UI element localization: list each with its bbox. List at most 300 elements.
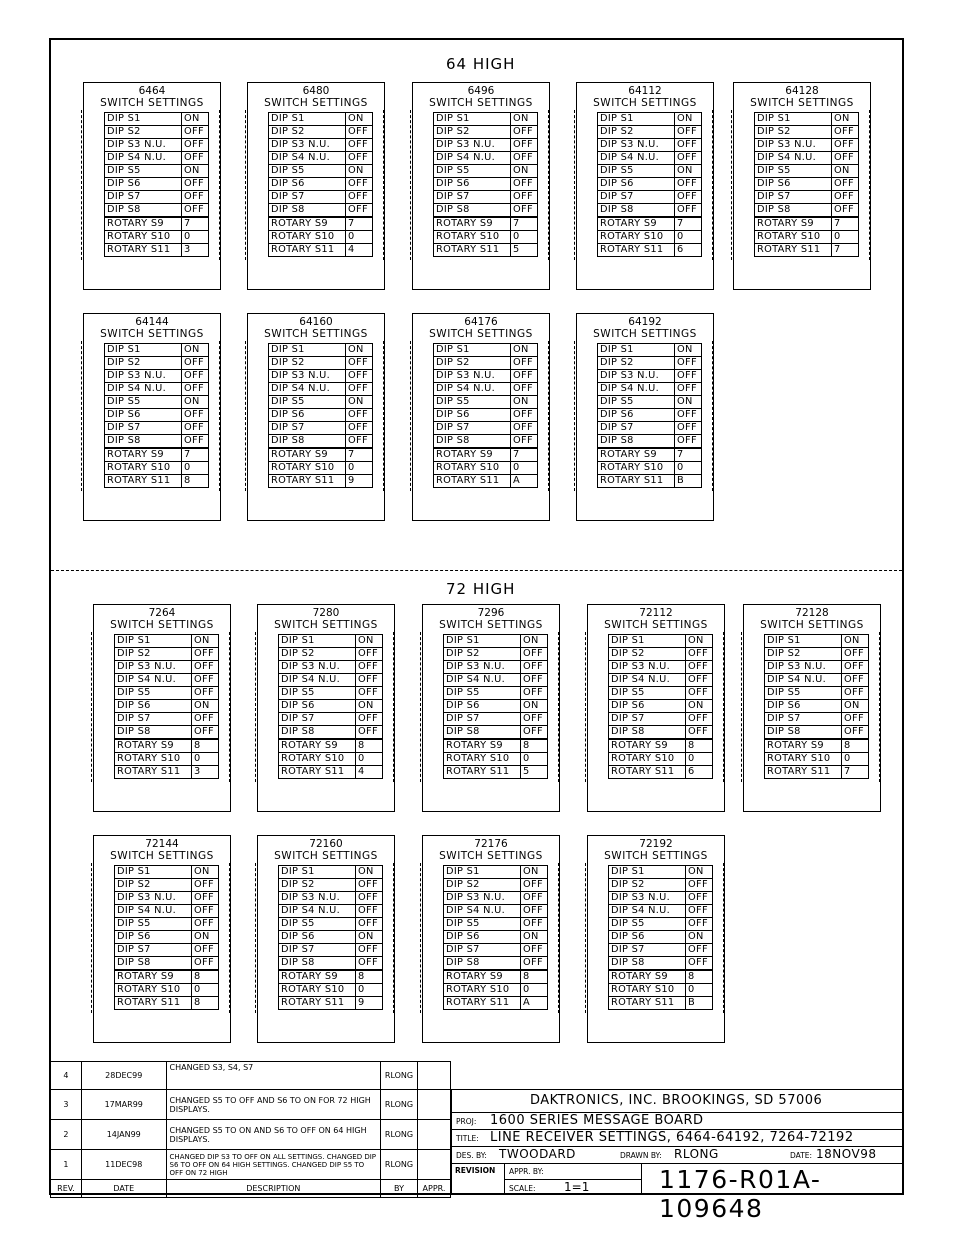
switch-label: DIP S3 N.U. xyxy=(598,139,675,152)
switch-label: DIP S3 N.U. xyxy=(444,661,521,674)
switch-label: DIP S6 xyxy=(434,178,511,191)
card-model: 72112 xyxy=(639,607,673,619)
switch-value: OFF xyxy=(182,204,209,218)
switch-row-s8 xyxy=(444,957,548,971)
switch-label: DIP S4 N.U. xyxy=(598,383,675,396)
switch-value: OFF xyxy=(686,944,713,957)
switch-value: 8 xyxy=(842,739,869,753)
switch-row-s5 xyxy=(279,687,383,700)
card-subtitle: SWITCH SETTINGS xyxy=(593,97,697,109)
switch-row-s6 xyxy=(609,700,713,713)
switch-row-s3 xyxy=(444,661,548,674)
switch-value: 0 xyxy=(511,231,538,244)
switch-label: DIP S4 N.U. xyxy=(269,383,346,396)
switch-value: OFF xyxy=(686,726,713,740)
switch-label: DIP S5 xyxy=(279,687,356,700)
switch-label: DIP S5 xyxy=(105,396,182,409)
switch-label: DIP S7 xyxy=(598,191,675,204)
switch-label: DIP S1 xyxy=(115,866,192,879)
switch-row-s6 xyxy=(434,409,538,422)
switch-label: DIP S2 xyxy=(609,879,686,892)
switch-card-7296 xyxy=(422,604,560,812)
switch-value: OFF xyxy=(675,383,702,396)
switch-label: DIP S4 N.U. xyxy=(609,674,686,687)
switch-label: DIP S1 xyxy=(444,635,521,648)
switch-value: 8 xyxy=(686,970,713,984)
revision-row-3: 3 17MAR99 CHANGED S5 TO OFF AND S6 TO ON FOR 72 HIGH DISPLAYS. RLONG xyxy=(51,1090,451,1120)
switch-label: DIP S4 N.U. xyxy=(279,674,356,687)
switch-row-s8 xyxy=(434,435,538,449)
switch-row-s3 xyxy=(105,139,209,152)
switch-row-s1 xyxy=(765,635,869,648)
switch-row-s1 xyxy=(269,344,373,357)
switch-value: OFF xyxy=(346,383,373,396)
switch-row-s3 xyxy=(434,139,538,152)
switch-label: ROTARY S9 xyxy=(269,217,346,231)
switch-value: ON xyxy=(521,931,548,944)
switch-label: DIP S8 xyxy=(279,957,356,971)
switch-label: DIP S7 xyxy=(434,191,511,204)
switch-value: ON xyxy=(842,635,869,648)
switch-label: ROTARY S10 xyxy=(434,462,511,475)
switch-row-s1 xyxy=(115,866,219,879)
switch-label: DIP S3 N.U. xyxy=(765,661,842,674)
switch-row-s9 xyxy=(269,217,373,231)
switch-row-s8 xyxy=(115,957,219,971)
switch-row-s10 xyxy=(444,753,548,766)
switch-label: ROTARY S10 xyxy=(279,753,356,766)
switch-label: DIP S1 xyxy=(609,866,686,879)
switch-label: DIP S2 xyxy=(105,357,182,370)
switch-row-s6 xyxy=(598,178,702,191)
switch-row-s2 xyxy=(434,126,538,139)
switch-value: ON xyxy=(346,165,373,178)
revision-row-4: 4 28DEC99 CHANGED S3, S4, S7 RLONG xyxy=(51,1062,451,1090)
switch-value: ON xyxy=(356,866,383,879)
switch-label: ROTARY S11 xyxy=(765,766,842,779)
switch-label: ROTARY S11 xyxy=(279,766,356,779)
switch-row-s6 xyxy=(765,700,869,713)
switch-row-s5 xyxy=(755,165,859,178)
switch-label: DIP S5 xyxy=(279,918,356,931)
switch-label: DIP S5 xyxy=(444,687,521,700)
switch-label: DIP S8 xyxy=(598,204,675,218)
switch-row-s4 xyxy=(115,674,219,687)
switch-row-s2 xyxy=(115,648,219,661)
switch-row-s10 xyxy=(434,231,538,244)
switch-row-s4 xyxy=(598,383,702,396)
switch-label: ROTARY S11 xyxy=(598,244,675,257)
switch-label: ROTARY S11 xyxy=(609,997,686,1010)
switch-value: OFF xyxy=(182,383,209,396)
switch-value: 7 xyxy=(675,217,702,231)
switch-value: 6 xyxy=(686,766,713,779)
dashed-guide xyxy=(393,632,394,782)
switch-label: DIP S6 xyxy=(444,700,521,713)
switch-row-s4 xyxy=(434,152,538,165)
switch-value: OFF xyxy=(521,674,548,687)
switch-value: ON xyxy=(832,165,859,178)
switch-row-s4 xyxy=(279,674,383,687)
switch-label: DIP S2 xyxy=(434,357,511,370)
switch-row-s8 xyxy=(755,204,859,218)
switch-label: DIP S8 xyxy=(444,726,521,740)
dashed-guide xyxy=(558,863,559,1013)
switch-row-s8 xyxy=(609,957,713,971)
switch-value: OFF xyxy=(192,674,219,687)
switch-value: OFF xyxy=(842,661,869,674)
switch-value: OFF xyxy=(675,139,702,152)
switch-row-s7 xyxy=(269,191,373,204)
switch-value: 9 xyxy=(356,997,383,1010)
switch-value: ON xyxy=(511,113,538,126)
switch-row-s6 xyxy=(444,700,548,713)
switch-row-s4 xyxy=(755,152,859,165)
switch-value: OFF xyxy=(832,152,859,165)
dashed-guide xyxy=(741,632,742,782)
switch-label: DIP S1 xyxy=(269,344,346,357)
switch-row-s2 xyxy=(105,357,209,370)
switch-value: ON xyxy=(346,396,373,409)
switch-value: ON xyxy=(511,344,538,357)
switch-label: DIP S3 N.U. xyxy=(105,370,182,383)
switch-label: DIP S8 xyxy=(105,204,182,218)
switch-value: OFF xyxy=(356,648,383,661)
switch-label: ROTARY S10 xyxy=(269,462,346,475)
switch-value: OFF xyxy=(192,713,219,726)
switch-value: ON xyxy=(675,165,702,178)
switch-value: OFF xyxy=(346,370,373,383)
switch-value: 8 xyxy=(521,739,548,753)
switch-value: OFF xyxy=(832,126,859,139)
card-model: 64112 xyxy=(628,85,662,97)
switch-card-6480 xyxy=(247,82,385,290)
switch-row-s4 xyxy=(105,383,209,396)
switch-label: DIP S6 xyxy=(115,931,192,944)
switch-label: DIP S8 xyxy=(598,435,675,449)
switch-row-s11 xyxy=(434,244,538,257)
switch-value: OFF xyxy=(675,422,702,435)
switch-row-s10 xyxy=(279,753,383,766)
dashed-guide xyxy=(245,110,246,260)
switch-table xyxy=(268,112,373,257)
switch-value: OFF xyxy=(521,879,548,892)
switch-value: OFF xyxy=(511,435,538,449)
switch-label: ROTARY S10 xyxy=(755,231,832,244)
switch-label: DIP S5 xyxy=(609,918,686,931)
switch-value: 8 xyxy=(182,475,209,488)
switch-label: DIP S8 xyxy=(269,435,346,449)
switch-row-s7 xyxy=(444,944,548,957)
switch-label: DIP S4 N.U. xyxy=(105,383,182,396)
switch-label: DIP S7 xyxy=(279,944,356,957)
switch-row-s5 xyxy=(434,165,538,178)
switch-label: ROTARY S10 xyxy=(765,753,842,766)
switch-value: OFF xyxy=(686,674,713,687)
switch-row-s9 xyxy=(609,739,713,753)
switch-row-s6 xyxy=(279,700,383,713)
switch-label: ROTARY S9 xyxy=(598,448,675,462)
switch-value: OFF xyxy=(842,713,869,726)
switch-value: 6 xyxy=(675,244,702,257)
switch-label: ROTARY S11 xyxy=(115,766,192,779)
switch-row-s6 xyxy=(115,931,219,944)
switch-label: DIP S7 xyxy=(765,713,842,726)
switch-row-s9 xyxy=(598,448,702,462)
switch-card-72192 xyxy=(587,835,725,1043)
switch-value: OFF xyxy=(521,726,548,740)
switch-value: OFF xyxy=(356,674,383,687)
switch-value: OFF xyxy=(192,957,219,971)
switch-value: OFF xyxy=(832,191,859,204)
switch-row-s1 xyxy=(444,635,548,648)
switch-row-s3 xyxy=(598,370,702,383)
switch-value: 0 xyxy=(842,753,869,766)
revision-header-row: REV. DATE DESCRIPTION BY APPR. xyxy=(51,1180,451,1198)
switch-value: 8 xyxy=(521,970,548,984)
switch-label: DIP S6 xyxy=(279,931,356,944)
card-model: 6480 xyxy=(302,85,330,97)
switch-value: A xyxy=(511,475,538,488)
switch-row-s1 xyxy=(598,344,702,357)
switch-card-72144 xyxy=(93,835,231,1043)
switch-value: OFF xyxy=(521,648,548,661)
switch-value: OFF xyxy=(182,357,209,370)
switch-row-s9 xyxy=(269,448,373,462)
dashed-guide xyxy=(420,632,421,782)
dashed-guide xyxy=(558,632,559,782)
switch-label: DIP S6 xyxy=(444,931,521,944)
switch-value: OFF xyxy=(356,944,383,957)
switch-value: ON xyxy=(192,931,219,944)
card-model: 72192 xyxy=(639,838,673,850)
switch-value: OFF xyxy=(346,191,373,204)
card-subtitle: SWITCH SETTINGS xyxy=(274,619,378,631)
switch-label: ROTARY S11 xyxy=(269,244,346,257)
switch-value: OFF xyxy=(521,661,548,674)
switch-row-s3 xyxy=(609,892,713,905)
switch-value: OFF xyxy=(511,139,538,152)
switch-row-s2 xyxy=(279,879,383,892)
switch-label: ROTARY S11 xyxy=(434,475,511,488)
switch-row-s3 xyxy=(279,892,383,905)
switch-value: 8 xyxy=(686,739,713,753)
company-name: DAKTRONICS, INC. BROOKINGS, SD 57006 xyxy=(530,1093,823,1108)
switch-value: OFF xyxy=(521,944,548,957)
switch-value: 0 xyxy=(686,753,713,766)
switch-label: ROTARY S9 xyxy=(444,970,521,984)
switch-label: DIP S2 xyxy=(269,357,346,370)
switch-value: OFF xyxy=(356,879,383,892)
switch-label: DIP S1 xyxy=(269,113,346,126)
switch-label: ROTARY S10 xyxy=(609,984,686,997)
card-model: 7264 xyxy=(148,607,176,619)
switch-row-s9 xyxy=(115,970,219,984)
switch-row-s10 xyxy=(269,462,373,475)
switch-value: 0 xyxy=(182,231,209,244)
dashed-guide xyxy=(91,632,92,782)
dashed-guide xyxy=(219,341,220,491)
switch-value: 0 xyxy=(675,231,702,244)
dashed-guide xyxy=(410,110,411,260)
switch-label: DIP S1 xyxy=(279,866,356,879)
switch-value: B xyxy=(686,997,713,1010)
switch-label: DIP S5 xyxy=(598,165,675,178)
switch-row-s2 xyxy=(609,879,713,892)
switch-value: ON xyxy=(356,700,383,713)
switch-label: DIP S1 xyxy=(105,113,182,126)
card-model: 6496 xyxy=(467,85,495,97)
switch-row-s3 xyxy=(765,661,869,674)
switch-label: ROTARY S9 xyxy=(279,970,356,984)
switch-value: OFF xyxy=(356,892,383,905)
switch-value: 3 xyxy=(192,766,219,779)
switch-label: DIP S1 xyxy=(279,635,356,648)
switch-row-s10 xyxy=(609,753,713,766)
switch-value: 3 xyxy=(182,244,209,257)
switch-row-s7 xyxy=(598,422,702,435)
switch-value: OFF xyxy=(356,905,383,918)
designer: TWOODARD xyxy=(499,1147,576,1161)
switch-label: DIP S8 xyxy=(105,435,182,449)
dashed-guide xyxy=(712,341,713,491)
switch-table xyxy=(597,112,702,257)
switch-value: OFF xyxy=(675,191,702,204)
switch-row-s3 xyxy=(609,661,713,674)
switch-table xyxy=(443,865,548,1010)
switch-label: DIP S8 xyxy=(434,435,511,449)
switch-value: A xyxy=(521,997,548,1010)
switch-value: 7 xyxy=(842,766,869,779)
switch-row-s4 xyxy=(115,905,219,918)
project-name: 1600 SERIES MESSAGE BOARD xyxy=(490,1113,704,1128)
switch-label: ROTARY S10 xyxy=(598,231,675,244)
card-model: 64192 xyxy=(628,316,662,328)
switch-row-s8 xyxy=(105,435,209,449)
switch-row-s3 xyxy=(115,892,219,905)
switch-label: DIP S3 N.U. xyxy=(609,661,686,674)
dashed-guide xyxy=(585,863,586,1013)
card-model: 64144 xyxy=(135,316,169,328)
switch-label: DIP S7 xyxy=(279,713,356,726)
switch-table xyxy=(764,634,869,779)
switch-row-s11 xyxy=(105,475,209,488)
switch-value: OFF xyxy=(686,687,713,700)
switch-value: OFF xyxy=(842,648,869,661)
switch-label: DIP S3 N.U. xyxy=(444,892,521,905)
switch-value: OFF xyxy=(521,687,548,700)
switch-label: DIP S7 xyxy=(598,422,675,435)
switch-value: ON xyxy=(675,113,702,126)
switch-label: DIP S5 xyxy=(609,687,686,700)
switch-label: DIP S8 xyxy=(279,726,356,740)
switch-value: OFF xyxy=(182,178,209,191)
switch-label: DIP S4 N.U. xyxy=(609,905,686,918)
drawing-date: 18NOV98 xyxy=(816,1147,877,1161)
switch-row-s9 xyxy=(105,448,209,462)
switch-label: ROTARY S9 xyxy=(765,739,842,753)
switch-value: 0 xyxy=(521,753,548,766)
switch-value: OFF xyxy=(686,879,713,892)
drawing-number: 1176-R01A-109648 xyxy=(659,1165,822,1223)
switch-row-s5 xyxy=(115,687,219,700)
switch-value: ON xyxy=(192,635,219,648)
switch-row-s6 xyxy=(434,178,538,191)
switch-label: DIP S2 xyxy=(434,126,511,139)
switch-value: ON xyxy=(511,396,538,409)
switch-label: ROTARY S11 xyxy=(609,766,686,779)
switch-row-s9 xyxy=(444,739,548,753)
switch-row-s11 xyxy=(115,997,219,1010)
switch-row-s4 xyxy=(279,905,383,918)
switch-value: OFF xyxy=(675,178,702,191)
switch-label: ROTARY S9 xyxy=(105,448,182,462)
title-block xyxy=(451,1089,904,1223)
switch-value: ON xyxy=(842,700,869,713)
switch-label: ROTARY S9 xyxy=(115,739,192,753)
switch-label: DIP S4 N.U. xyxy=(434,383,511,396)
dashed-guide xyxy=(548,341,549,491)
switch-value: 8 xyxy=(192,970,219,984)
switch-value: B xyxy=(675,475,702,488)
switch-row-s11 xyxy=(279,997,383,1010)
switch-value: OFF xyxy=(182,191,209,204)
switch-label: DIP S3 N.U. xyxy=(434,370,511,383)
switch-label: DIP S7 xyxy=(444,713,521,726)
switch-value: OFF xyxy=(356,726,383,740)
switch-value: OFF xyxy=(356,957,383,971)
switch-row-s1 xyxy=(609,635,713,648)
card-subtitle: SWITCH SETTINGS xyxy=(429,328,533,340)
switch-value: 8 xyxy=(356,739,383,753)
switch-value: OFF xyxy=(521,918,548,931)
switch-row-s10 xyxy=(105,231,209,244)
switch-row-s5 xyxy=(269,396,373,409)
switch-value: 0 xyxy=(346,231,373,244)
card-model: 72160 xyxy=(309,838,343,850)
switch-row-s1 xyxy=(434,113,538,126)
switch-row-s1 xyxy=(105,113,209,126)
switch-label: DIP S7 xyxy=(609,713,686,726)
switch-table xyxy=(608,865,713,1010)
switch-row-s2 xyxy=(279,648,383,661)
switch-value: OFF xyxy=(346,178,373,191)
switch-row-s8 xyxy=(115,726,219,740)
switch-value: OFF xyxy=(675,357,702,370)
switch-card-72128 xyxy=(743,604,881,812)
switch-label: ROTARY S9 xyxy=(598,217,675,231)
switch-row-s7 xyxy=(279,944,383,957)
switch-row-s8 xyxy=(765,726,869,740)
switch-label: DIP S7 xyxy=(609,944,686,957)
switch-value: OFF xyxy=(842,674,869,687)
switch-label: DIP S4 N.U. xyxy=(444,674,521,687)
switch-row-s3 xyxy=(598,139,702,152)
switch-row-s6 xyxy=(279,931,383,944)
switch-label: ROTARY S9 xyxy=(755,217,832,231)
switch-label: ROTARY S11 xyxy=(598,475,675,488)
switch-row-s1 xyxy=(105,344,209,357)
switch-label: DIP S5 xyxy=(115,687,192,700)
switch-value: ON xyxy=(182,165,209,178)
section-title-64: 64 HIGH xyxy=(446,55,516,73)
switch-label: ROTARY S10 xyxy=(105,462,182,475)
switch-row-s11 xyxy=(115,766,219,779)
switch-value: 0 xyxy=(511,462,538,475)
switch-label: ROTARY S11 xyxy=(444,766,521,779)
card-model: 7280 xyxy=(312,607,340,619)
switch-row-s8 xyxy=(609,726,713,740)
